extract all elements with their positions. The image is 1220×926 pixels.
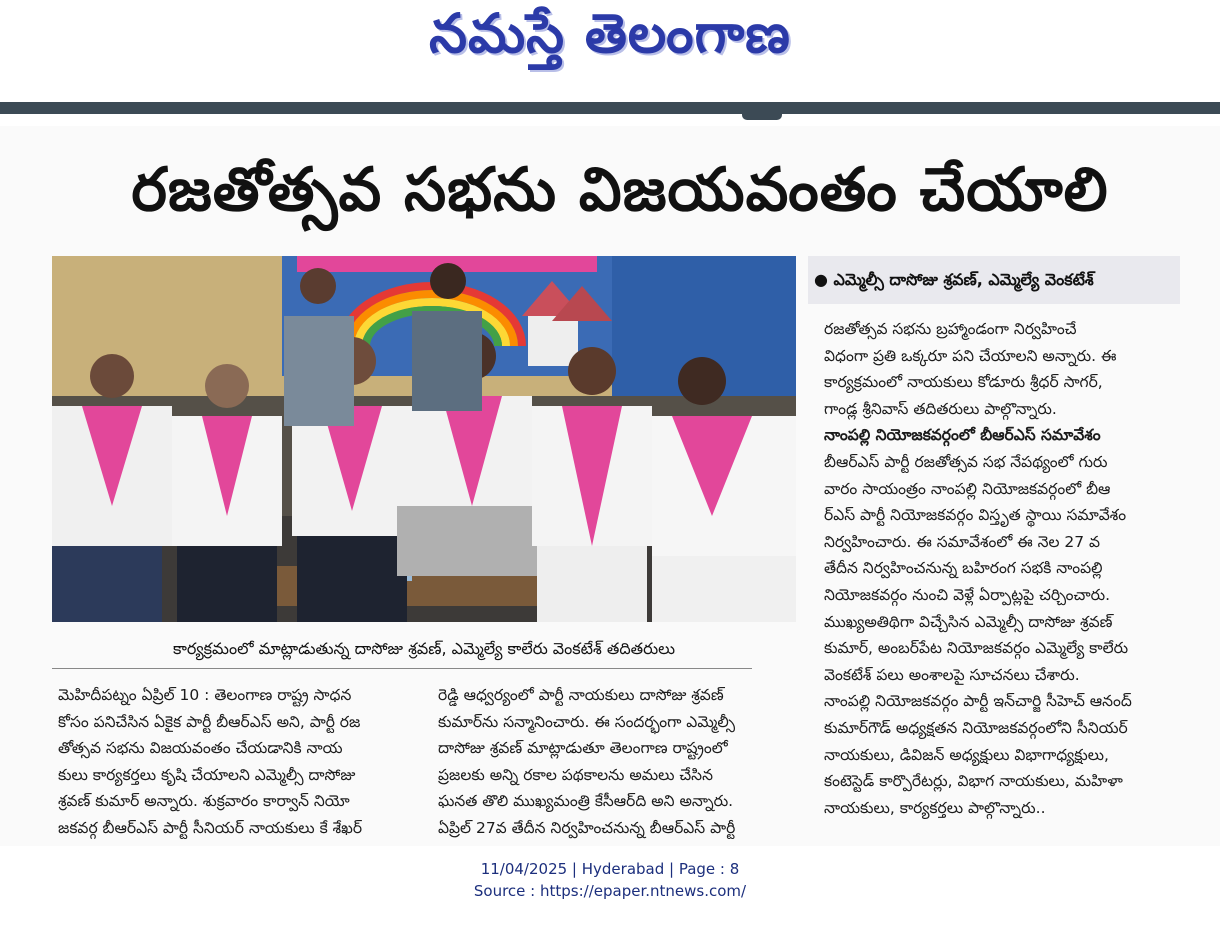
left-column xyxy=(58,682,412,842)
text-line: ర్ఎస్ పార్టీ నియోజకవర్గం విస్తృత స్థాయి సమావేశం xyxy=(824,506,1127,525)
text-line: విధంగా ప్రతి ఒక్కరూ పని చేయాలని అన్నారు. ఈ xyxy=(824,346,1117,365)
text-line: దాసోజు శ్రవణ్ మాట్లాడుతూ తెలంగాణ రాష్ట్రంలో xyxy=(438,739,728,758)
text-line: నాంపల్లి నియోజకవర్గం పార్టీ ఇన్‌చార్జి సీహెచ్ ఆనంద్ xyxy=(824,692,1132,711)
text-line: కోసం పనిచేసిన ఏకైక పార్టీ బీఆర్ఎస్ అని, పార్టీ రజ xyxy=(58,712,361,731)
right-column xyxy=(824,316,1180,821)
text-line: నిర్వహించారు. ఈ సమావేశంలో ఈ నెల 27 వ xyxy=(824,532,1101,551)
text-line: జకవర్గ బీఆర్ఎస్ పార్టీ సీనియర్ నాయకులు కే శేఖర్ xyxy=(58,818,363,837)
article-headline: రజతోత్సవ సభను విజయవంతం చేయాలి xyxy=(131,155,1109,225)
meeting-photo-illustration xyxy=(52,256,796,622)
text-line: ఏప్రిల్ 27వ తేదీన నిర్వహించనున్న బీఆర్ఎస్ పార్టీ xyxy=(438,818,736,837)
text-line: తోత్సవ సభను విజయవంతం చేయడానికి నాయ xyxy=(58,739,343,758)
text-line: మెహిదీపట్నం ఏప్రిల్ 10 : తెలంగాణ రాష్ట్ర సాధన xyxy=(58,686,352,704)
text-line: వారం సాయంత్రం నాంపల్లి నియోజకవర్గంలో బీఆ xyxy=(824,479,1111,498)
text-line: రెడ్డి ఆధ్వర్యంలో పార్టీ నాయకులు దాసోజు శ్రవణ్ xyxy=(438,686,724,704)
text-line: శ్రవణ్ కుమార్ అన్నారు. శుక్రవారం కార్వాన్ నియో xyxy=(58,792,350,811)
text-line: ముఖ్యఅతిథిగా విచ్చేసిన ఎమ్మెల్సీ దాసోజు శ్రవణ్ xyxy=(824,612,1113,631)
text-line: గాండ్ల శ్రీనివాస్ తదితరులు పాల్గొన్నారు. xyxy=(824,399,1057,418)
text-line: నాయకులు, కార్యకర్తలు పాల్గొన్నారు.. xyxy=(824,798,1046,817)
section-subheading: నాంపల్లి నియోజకవర్గంలో బీఆర్ఎస్ సమావేశం xyxy=(824,426,1101,445)
edition-info: 11/04/2025 | Hyderabad | Page : 8 xyxy=(480,860,740,878)
text-line: బీఆర్ఎస్ పార్టీ రజతోత్సవ సభ నేపథ్యంలో గురు xyxy=(824,452,1108,471)
source-link[interactable]: Source : https://epaper.ntnews.com/ xyxy=(473,882,747,900)
text-line: ప్రజలకు అన్ని రకాల పథకాలను అమలు చేసిన xyxy=(438,765,713,784)
text-line: తేదీన నిర్వహించనున్న బహిరంగ సభకి నాంపల్లి xyxy=(824,559,1103,578)
text-line: ఘనత తొలి ముఖ్యమంత్రి కేసీఆర్‌ది అని అన్నారు. xyxy=(438,792,734,811)
text-line: కంటెస్టెడ్ కార్పొరేటర్లు, విభాగ నాయకులు, మహిళా xyxy=(824,772,1123,791)
caption-divider xyxy=(52,668,752,669)
page-footer xyxy=(0,858,1220,902)
newspaper-logo: నమస్తే తెలంగాణ xyxy=(429,2,791,65)
text-line: వెంకటేశ్ పలు అంశాలపై సూచనలు చేశారు. xyxy=(824,665,1080,684)
masthead xyxy=(0,0,1220,100)
text-line: కుమార్, అంబర్‌పేట నియోజకవర్గం ఎమ్మెల్యే కాలేరు xyxy=(824,639,1129,658)
article-subheadline: ● ఎమ్మెల్సీ దాసోజు శ్రవణ్, ఎమ్మెల్యే వెంకటేశ్ xyxy=(808,256,1180,304)
masthead-divider xyxy=(0,102,1220,114)
divider-tab xyxy=(742,112,782,120)
text-line: కుమార్‌గౌడ్ అధ్యక్షతన నియోజకవర్గంలోని సీనియర్ xyxy=(824,718,1128,737)
photo-caption: కార్యక్రమంలో మాట్లాడుతున్న దాసోజు శ్రవణ్, ఎమ్మెల్యే కాలేరు వెంకటేశ్ తదితరులు xyxy=(172,639,675,658)
text-line: కార్యక్రమంలో నాయకులు కోడూరు శ్రీధర్ సాగర్, xyxy=(824,373,1103,392)
middle-column xyxy=(438,682,796,842)
text-line: రజతోత్సవ సభను బ్రహ్మాండంగా నిర్వహించే xyxy=(824,320,1077,338)
text-line: కుమార్‌ను సన్మానించారు. ఈ సందర్భంగా ఎమ్మెల్సీ xyxy=(438,712,736,731)
text-line: నాయకులు, డివిజన్ అధ్యక్షులు విభాగాధ్యక్షులు, xyxy=(824,745,1109,764)
text-line: నియోజకవర్గం నుంచి వెళ్లే ఏర్పాట్లపై చర్చించారు. xyxy=(824,585,1111,604)
article-photo xyxy=(52,256,796,622)
text-line: కులు కార్యకర్తలు కృషి చేయాలని ఎమ్మెల్సీ దాసోజు xyxy=(58,765,356,784)
